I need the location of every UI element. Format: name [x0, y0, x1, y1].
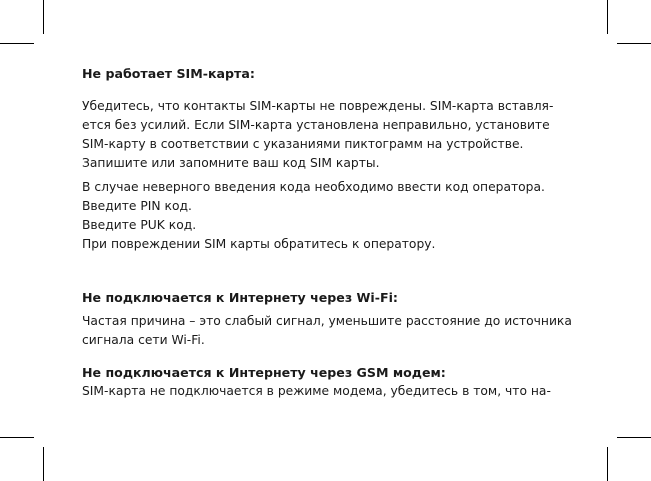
text-line: сигнала сети Wi-Fi.	[82, 333, 205, 347]
page-content	[82, 66, 582, 401]
text-line: Введите PIN код.	[82, 199, 192, 213]
text-line: Запишите или запомните ваш код SIM карты.	[82, 156, 380, 170]
crop-mark-top-left-horizontal	[0, 43, 34, 44]
crop-mark-top-right-vertical	[607, 0, 608, 34]
section-heading: Не подключается к Интернету через Wi-Fi:	[82, 290, 398, 305]
text-line: SIM-карта не подключается в режиме модема, убедитесь в том, что на-	[82, 384, 551, 398]
crop-mark-bottom-right-vertical	[607, 447, 608, 481]
paragraph	[82, 312, 582, 350]
crop-mark-bottom-right-horizontal	[617, 437, 651, 438]
section-sim-card	[82, 66, 582, 254]
text-line: При повреждении SIM карты обратитесь к оператору.	[82, 237, 436, 251]
paragraph	[82, 178, 582, 254]
crop-mark-top-left-vertical	[43, 0, 44, 34]
crop-mark-top-right-horizontal	[617, 43, 651, 44]
crop-mark-bottom-left-vertical	[43, 447, 44, 481]
paragraph	[82, 382, 582, 401]
text-line: Частая причина – это слабый сигнал, уменьшите расстояние до источника	[82, 314, 572, 328]
text-line: В случае неверного введения кода необходимо ввести код оператора.	[82, 180, 545, 194]
crop-mark-bottom-left-horizontal	[0, 437, 34, 438]
text-line: Убедитесь, что контакты SIM-карты не повреждены. SIM-карта вставля-	[82, 99, 554, 113]
section-heading: Не работает SIM-карта:	[82, 66, 255, 81]
text-line: SIM-карту в соответствии с указаниями пиктограмм на устройстве.	[82, 137, 524, 151]
text-line: Введите PUK код.	[82, 218, 197, 232]
paragraph	[82, 97, 582, 173]
section-gsm-modem	[82, 365, 582, 401]
section-wifi	[82, 290, 582, 350]
section-heading: Не подключается к Интернету через GSM модем:	[82, 365, 446, 380]
text-line: ется без усилий. Если SIM-карта установлена неправильно, установите	[82, 118, 550, 132]
